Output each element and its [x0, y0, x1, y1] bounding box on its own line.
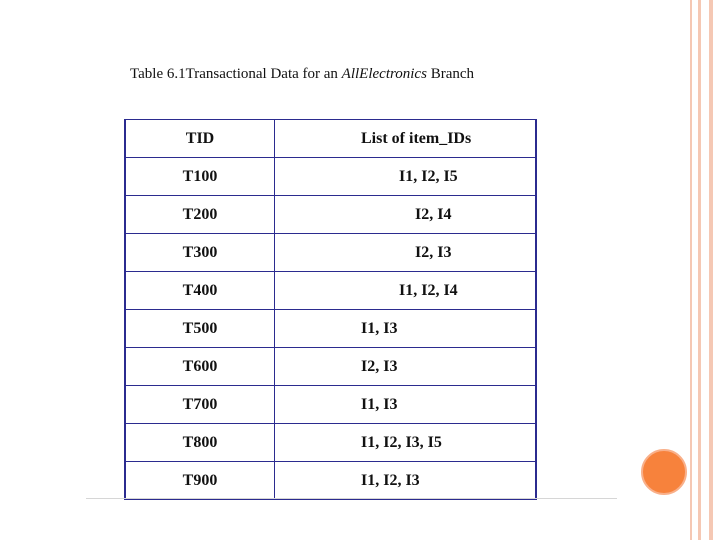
row-tid: T600 [126, 348, 275, 386]
caption-company: AllElectronics [341, 66, 427, 82]
table-row [126, 158, 535, 196]
row-items: I1, I2, I4 [275, 272, 536, 310]
transaction-table [124, 119, 537, 500]
row-tid: T300 [126, 234, 275, 272]
row-items: I1, I2, I3 [275, 462, 536, 500]
bottom-divider [86, 498, 617, 499]
decorative-stripe-2 [698, 0, 701, 540]
table-row [126, 272, 535, 310]
table-row [126, 196, 535, 234]
row-items: I2, I4 [275, 196, 536, 234]
header-tid: TID [126, 120, 275, 158]
header-items: List of item_IDs [275, 120, 536, 158]
row-items: I1, I3 [275, 386, 536, 424]
row-items: I1, I2, I3, I5 [275, 424, 536, 462]
table-header-row [126, 120, 535, 158]
row-tid: T900 [126, 462, 275, 500]
row-tid: T500 [126, 310, 275, 348]
row-items: I2, I3 [275, 348, 536, 386]
table-row [126, 310, 535, 348]
table-row [126, 462, 535, 500]
table-caption [130, 66, 474, 83]
table-row [126, 386, 535, 424]
caption-prefix: Table 6.1Transactional Data for an [130, 66, 342, 82]
row-tid: T400 [126, 272, 275, 310]
row-tid: T200 [126, 196, 275, 234]
orange-circle-decoration [641, 449, 687, 495]
decorative-stripe-1 [690, 0, 692, 540]
caption-suffix: Branch [426, 66, 475, 82]
row-items: I2, I3 [275, 234, 536, 272]
decorative-stripe-3 [709, 0, 713, 540]
row-items: I1, I2, I5 [275, 158, 536, 196]
row-tid: T100 [126, 158, 275, 196]
table-row [126, 424, 535, 462]
table-row [126, 348, 535, 386]
row-tid: T700 [126, 386, 275, 424]
row-tid: T800 [126, 424, 275, 462]
table-row [126, 234, 535, 272]
row-items: I1, I3 [275, 310, 536, 348]
